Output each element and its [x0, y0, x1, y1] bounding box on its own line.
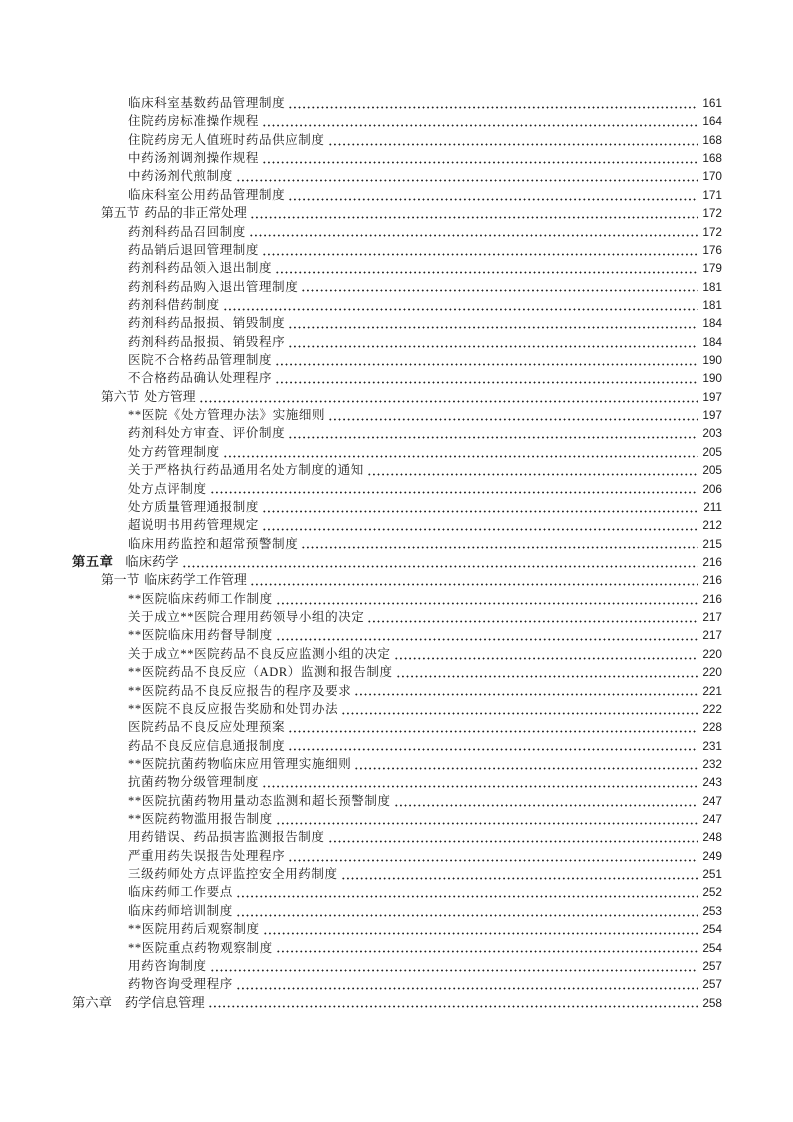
toc-entry-title: **医院抗菌药物临床应用管理实施细则	[128, 756, 352, 771]
toc-entry-title: 药品的非正常处理	[144, 206, 247, 221]
dot-leader	[288, 314, 698, 332]
toc-entry	[0, 957, 722, 975]
dot-leader	[354, 682, 698, 700]
toc-entry	[0, 590, 722, 608]
toc-entry	[0, 167, 722, 185]
toc-page-number: 248	[702, 830, 722, 845]
dot-leader	[262, 498, 699, 516]
toc-entry-title: 不合格药品确认处理程序	[128, 371, 273, 386]
toc-page-number: 216	[702, 591, 722, 606]
dot-leader	[182, 553, 699, 571]
toc-entry-label: 第五章	[72, 553, 114, 569]
dot-leader	[275, 351, 698, 369]
toc-entry	[0, 755, 722, 773]
toc-entry	[0, 498, 722, 516]
toc-entry	[0, 296, 722, 314]
toc-entry	[0, 388, 722, 406]
toc-page-number: 215	[702, 536, 722, 551]
toc-entry-title: 抗菌药物分级管理制度	[128, 775, 260, 790]
toc-entry	[0, 975, 722, 993]
toc-entry	[0, 535, 722, 553]
toc-entry-title: 严重用药失误报告处理程序	[128, 848, 286, 863]
toc-page-number: 220	[702, 646, 722, 661]
toc-entry-title: **医院《处方管理办法》实施细则	[128, 408, 326, 423]
toc-entry	[0, 718, 722, 736]
toc-entry	[0, 333, 722, 351]
dot-leader	[328, 828, 699, 846]
dot-leader	[341, 865, 699, 883]
toc-entry-title: 药物咨询受理程序	[128, 977, 233, 992]
toc-entry	[0, 278, 722, 296]
dot-leader	[223, 296, 699, 314]
toc-page-number: 205	[702, 463, 722, 478]
toc-entry	[0, 902, 722, 920]
toc-page-number: 257	[702, 977, 722, 992]
dot-leader	[328, 131, 699, 149]
toc-page-number: 231	[702, 738, 722, 753]
toc-entry-title: **医院药品不良反应报告的程序及要求	[128, 683, 352, 698]
toc-entry	[0, 424, 722, 442]
dot-leader	[210, 480, 699, 498]
dot-leader	[394, 645, 699, 663]
toc-entry-title: 临床药师工作要点	[128, 885, 233, 900]
toc-entry-title: **医院抗菌药物用量动态监测和超长预警制度	[128, 793, 391, 808]
toc-page-number: 190	[702, 371, 722, 386]
toc-entry-title: 医院药品不良反应处理预案	[128, 720, 286, 735]
toc-page-number: 252	[702, 885, 722, 900]
dot-leader	[288, 333, 698, 351]
toc-entry	[0, 773, 722, 791]
toc-page-number: 217	[702, 628, 722, 643]
toc-page-number: 168	[702, 132, 722, 147]
toc-entry-title: 药剂科药品领入退出制度	[128, 261, 273, 276]
toc-page-number: 181	[702, 297, 722, 312]
dot-leader	[236, 883, 699, 901]
toc-entry-title: 药剂科借药制度	[128, 297, 220, 312]
toc-entry-label: 第六节	[101, 389, 140, 404]
toc-entry-title: 药品销后退回管理制度	[128, 242, 260, 257]
toc-entry-title: **医院不良反应报告奖励和处罚办法	[128, 701, 339, 716]
toc-entry-title: 医院不合格药品管理制度	[128, 353, 273, 368]
toc-entry-title: 三级药师处方点评监控安全用药制度	[128, 867, 338, 882]
toc-list	[0, 94, 722, 1012]
toc-page-number: 212	[702, 518, 722, 533]
toc-page-number: 211	[703, 499, 722, 514]
toc-entry	[0, 792, 722, 810]
dot-leader	[301, 535, 698, 553]
toc-entry	[0, 608, 722, 626]
dot-leader	[236, 167, 699, 185]
toc-entry-title: **医院重点药物观察制度	[128, 940, 273, 955]
toc-entry	[0, 443, 722, 461]
dot-leader	[288, 94, 698, 112]
toc-entry	[0, 351, 722, 369]
toc-page-number: 257	[702, 958, 722, 973]
toc-entry-title: 临床药学工作管理	[144, 573, 247, 588]
toc-page-number: 206	[702, 481, 722, 496]
toc-entry-label: 第一节	[101, 573, 140, 588]
toc-entry-title: 关于成立**医院合理用药领导小组的决定	[128, 610, 365, 625]
toc-entry-title: 临床药师培训制度	[128, 903, 233, 918]
toc-entry	[0, 939, 722, 957]
dot-leader	[210, 957, 699, 975]
dot-leader	[354, 755, 698, 773]
toc-page-number: 251	[702, 867, 722, 882]
dot-leader	[288, 186, 698, 204]
toc-entry-title: **医院临床药师工作制度	[128, 591, 273, 606]
toc-entry	[0, 241, 722, 259]
dot-leader	[199, 388, 699, 406]
toc-entry	[0, 112, 722, 130]
toc-entry	[0, 94, 722, 112]
dot-leader	[396, 663, 699, 681]
toc-entry	[0, 920, 722, 938]
dot-leader	[301, 278, 698, 296]
toc-entry-title: 关于成立**医院药品不良反应监测小组的决定	[128, 646, 391, 661]
toc-entry-title: 药剂科药品召回制度	[128, 224, 246, 239]
toc-entry-title: 处方点评制度	[128, 481, 207, 496]
dot-leader	[262, 149, 698, 167]
toc-page-number: 258	[702, 995, 722, 1010]
toc-entry-title: 临床药学	[125, 553, 179, 569]
toc-entry-title: 住院药房标准操作规程	[128, 114, 260, 129]
toc-page-number: 247	[702, 793, 722, 808]
toc-page-number: 216	[702, 573, 722, 588]
toc-entry-title: 超说明书用药管理规定	[128, 518, 260, 533]
toc-entry-title: **医院药物滥用报告制度	[128, 812, 273, 827]
toc-entry	[0, 131, 722, 149]
toc-entry-title: 临床科室公用药品管理制度	[128, 187, 286, 202]
dot-leader	[288, 718, 698, 736]
dot-leader	[262, 112, 698, 130]
toc-entry-title: 处方药管理制度	[128, 444, 220, 459]
toc-entry	[0, 223, 722, 241]
toc-entry-title: 药剂科药品购入退出管理制度	[128, 279, 299, 294]
dot-leader	[288, 424, 698, 442]
toc-entry-title: 住院药房无人值班时药品供应制度	[128, 132, 325, 147]
dot-leader	[288, 737, 698, 755]
toc-entry-title: 药剂科药品报损、销毁程序	[128, 334, 286, 349]
dot-leader	[250, 204, 699, 222]
dot-leader	[367, 461, 699, 479]
toc-page-number: 172	[702, 224, 722, 239]
toc-entry	[0, 369, 722, 387]
toc-entry	[0, 314, 722, 332]
toc-entry	[0, 571, 722, 589]
dot-leader	[276, 810, 699, 828]
toc-entry	[0, 149, 722, 167]
toc-entry-title: 临床用药监控和超常预警制度	[128, 536, 299, 551]
toc-page-number: 228	[702, 720, 722, 735]
toc-entry-title: **医院用药后观察制度	[128, 922, 260, 937]
toc-page-number: 164	[702, 114, 722, 129]
toc-entry	[0, 259, 722, 277]
dot-leader	[223, 443, 699, 461]
toc-entry	[0, 480, 722, 498]
toc-page-number: 203	[702, 426, 722, 441]
toc-entry	[0, 810, 722, 828]
toc-page-number: 220	[702, 665, 722, 680]
dot-leader	[250, 571, 699, 589]
dot-leader	[328, 406, 698, 424]
toc-page-number: 172	[702, 206, 722, 221]
toc-entry	[0, 883, 722, 901]
dot-leader	[276, 939, 699, 957]
toc-entry-title: **医院药品不良反应（ADR）监测和报告制度	[128, 665, 393, 680]
toc-page-number: 171	[702, 187, 722, 202]
toc-page-number: 168	[702, 151, 722, 166]
toc-entry	[0, 204, 722, 222]
toc-page-number: 216	[702, 554, 722, 569]
toc-page-number: 232	[702, 756, 722, 771]
toc-entry	[0, 516, 722, 534]
toc-entry-label: 第六章	[72, 994, 112, 1010]
dot-leader	[236, 975, 699, 993]
dot-leader	[262, 241, 698, 259]
toc-entry	[0, 994, 722, 1012]
dot-leader	[236, 902, 699, 920]
toc-entry-title: 药剂科药品报损、销毁制度	[128, 316, 286, 331]
toc-entry-title: 临床科室基数药品管理制度	[128, 96, 286, 110]
toc-page-number: 222	[702, 701, 722, 716]
toc-entry	[0, 828, 722, 846]
toc-page-number: 254	[702, 922, 722, 937]
toc-entry	[0, 865, 722, 883]
dot-leader	[276, 590, 699, 608]
toc-page-number: 176	[702, 242, 722, 257]
toc-entry-title: 处方质量管理通报制度	[128, 499, 260, 514]
toc-page-number: 221	[702, 683, 722, 698]
toc-entry	[0, 663, 722, 681]
toc-page-number: 217	[702, 610, 722, 625]
toc-entry-title: 中药汤剂代煎制度	[128, 169, 233, 184]
toc-entry	[0, 626, 722, 644]
dot-leader	[276, 626, 699, 644]
dot-leader	[394, 792, 699, 810]
toc-page-number: 254	[702, 940, 722, 955]
toc-entry-title: 关于严格执行药品通用名处方制度的通知	[128, 463, 364, 478]
toc-page-number: 184	[702, 334, 722, 349]
toc-page-number: 161	[702, 96, 722, 110]
toc-entry	[0, 461, 722, 479]
toc-entry-title: 处方管理	[144, 389, 196, 404]
toc-entry	[0, 645, 722, 663]
toc-entry	[0, 737, 722, 755]
toc-entry	[0, 553, 722, 571]
toc-entry	[0, 847, 722, 865]
toc-entry-title: 用药错误、药品损害监测报告制度	[128, 830, 325, 845]
toc-page-number: 170	[702, 169, 722, 184]
toc-page-number: 181	[702, 279, 722, 294]
toc-entry-title: 中药汤剂调剂操作规程	[128, 151, 260, 166]
toc-entry-title: **医院临床用药督导制度	[128, 628, 273, 643]
dot-leader	[288, 847, 698, 865]
dot-leader	[367, 608, 698, 626]
toc-entry-title: 药剂科处方审查、评价制度	[128, 426, 286, 441]
toc-entry	[0, 682, 722, 700]
dot-leader	[263, 920, 699, 938]
toc-entry	[0, 700, 722, 718]
dot-leader	[262, 773, 698, 791]
toc-page-number: 247	[702, 812, 722, 827]
toc-entry	[0, 406, 722, 424]
toc-page-number: 253	[702, 903, 722, 918]
toc-page-number: 249	[702, 848, 722, 863]
dot-leader	[208, 994, 699, 1012]
dot-leader	[275, 259, 698, 277]
dot-leader	[262, 516, 698, 534]
toc-entry-title: 用药咨询制度	[128, 958, 207, 973]
dot-leader	[249, 223, 698, 241]
toc-page-number: 243	[702, 775, 722, 790]
dot-leader	[341, 700, 698, 718]
toc-page-number: 190	[702, 353, 722, 368]
toc-page-number: 197	[702, 389, 722, 404]
toc-entry-title: 药学信息管理	[124, 994, 205, 1010]
toc-page-number: 205	[702, 444, 722, 459]
toc-entry-title: 药品不良反应信息通报制度	[128, 738, 286, 753]
toc-page-number: 179	[702, 261, 722, 276]
toc-page-number: 184	[702, 316, 722, 331]
toc-page-number: 197	[702, 408, 722, 423]
toc-entry	[0, 186, 722, 204]
dot-leader	[275, 369, 698, 387]
toc-entry-label: 第五节	[101, 206, 140, 221]
